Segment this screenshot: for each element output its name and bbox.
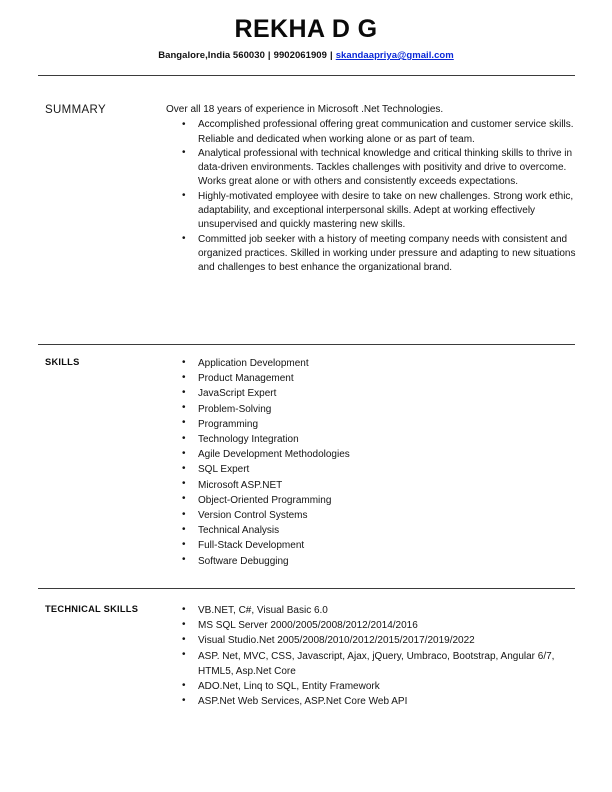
contact-email-link[interactable]: skandaapriya@gmail.com	[335, 50, 454, 61]
list-item: • Microsoft ASP.NET	[166, 478, 578, 493]
list-item: • Technical Analysis	[166, 523, 578, 538]
technical-skills-label-column	[0, 603, 166, 616]
candidate-name: REKHA D G	[234, 15, 378, 43]
list-item: • Technology Integration	[166, 432, 578, 447]
skills-body-column	[166, 356, 612, 569]
list-item: • ASP. Net, MVC, CSS, Javascript, Ajax, jQuery, Umbraco, Bootstrap, Angular 6/7, HTML5, Asp.Net Core	[166, 649, 578, 679]
skills-section-label: SKILLS	[45, 357, 80, 367]
list-item: • SQL Expert	[166, 462, 578, 477]
skills-divider	[38, 344, 575, 345]
summary-section	[0, 103, 612, 276]
list-item: • Full-Stack Development	[166, 538, 578, 553]
contact-location: Bangalore,India 560030	[158, 50, 265, 61]
technical-skills-bullet-list	[166, 603, 578, 709]
summary-intro-text: Over all 18 years of experience in Microsoft .Net Technologies.	[166, 104, 444, 115]
technical-skills-section	[0, 603, 612, 709]
list-item: • Product Management	[166, 371, 578, 386]
technical-skills-divider	[38, 588, 575, 589]
contact-phone: 9902061909	[273, 50, 327, 61]
summary-section-label: SUMMARY	[45, 104, 107, 116]
header-divider	[38, 75, 575, 76]
summary-label-column	[0, 103, 166, 117]
summary-body-column	[166, 103, 612, 276]
contact-line	[0, 49, 612, 62]
list-item: • Version Control Systems	[166, 508, 578, 523]
list-item: • ASP.Net Web Services, ASP.Net Core Web API	[166, 694, 578, 709]
list-item: • Highly-motivated employee with desire to take on new challenges. Strong work ethic, adaptability, and exceptional interpersonal skills. Adept at working effectively unsupervised and quickly mastering new skills.	[166, 190, 578, 233]
list-item: • Agile Development Methodologies	[166, 447, 578, 462]
skills-section	[0, 356, 612, 569]
list-item: • Accomplished professional offering great communication and customer service skills. Reliable and dedicated when working alone or as part of team.	[166, 118, 578, 147]
list-item: • JavaScript Expert	[166, 386, 578, 401]
contact-separator-1: |	[267, 50, 271, 61]
list-item: • ADO.Net, Linq to SQL, Entity Framework	[166, 679, 578, 694]
list-item: • Problem-Solving	[166, 402, 578, 417]
resume-header	[0, 0, 612, 62]
contact-separator-2: |	[329, 50, 333, 61]
list-item: • MS SQL Server 2000/2005/2008/2012/2014/2016	[166, 618, 578, 633]
list-item: • Software Debugging	[166, 554, 578, 569]
list-item: • Object-Oriented Programming	[166, 493, 578, 508]
list-item: • Committed job seeker with a history of meeting company needs with consistent and organized practices. Skilled in working under pressure and adapting to new situations and challenges to best enhance the organizational brand.	[166, 233, 578, 276]
skills-label-column	[0, 356, 166, 369]
list-item: • Visual Studio.Net 2005/2008/2010/2012/2015/2017/2019/2022	[166, 633, 578, 648]
technical-skills-section-label: TECHNICAL SKILLS	[45, 604, 139, 614]
list-item: • Analytical professional with technical knowledge and critical thinking skills to thrive in data-driven environments. Tackles challenges with positivity and drive to overcome. Works great alone or with others and consistently exceeds expectations.	[166, 147, 578, 190]
technical-skills-body-column	[166, 603, 612, 709]
skills-bullet-list	[166, 356, 578, 569]
list-item: • Programming	[166, 417, 578, 432]
list-item: • VB.NET, C#, Visual Basic 6.0	[166, 603, 578, 618]
list-item: • Application Development	[166, 356, 578, 371]
summary-bullet-list	[166, 118, 578, 275]
